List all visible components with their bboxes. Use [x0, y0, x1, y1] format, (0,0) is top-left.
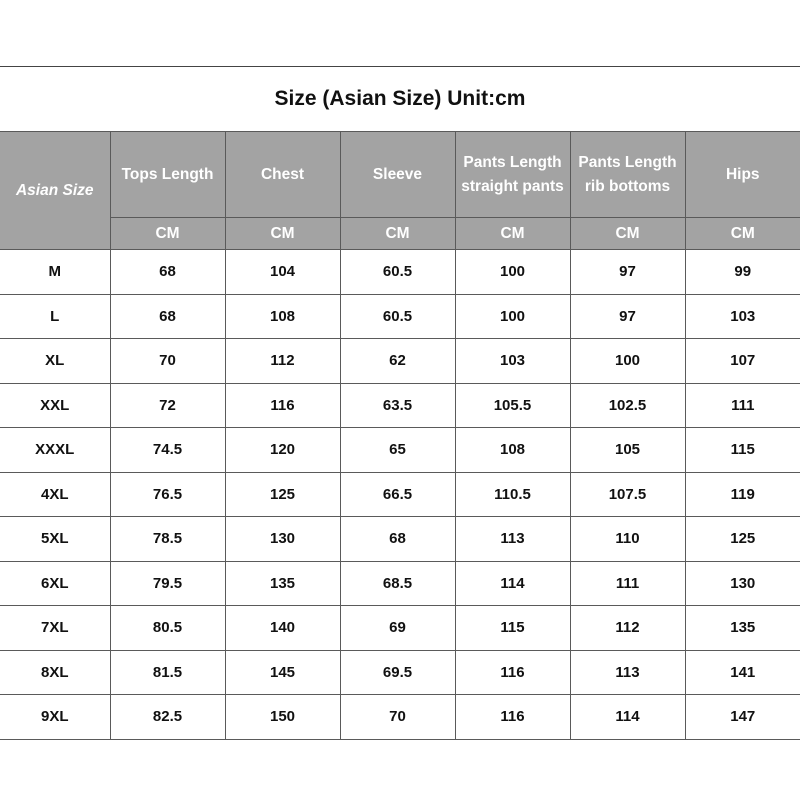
measurement-cell: 120 [225, 428, 340, 473]
measurement-cell: 105.5 [455, 383, 570, 428]
table-row [0, 517, 800, 562]
measurement-cell: 130 [685, 561, 800, 606]
measurement-cell: 79.5 [110, 561, 225, 606]
size-label-cell: XXL [0, 383, 110, 428]
size-label-cell: 8XL [0, 650, 110, 695]
measurement-cell: 103 [455, 339, 570, 384]
measurement-cell: 111 [570, 561, 685, 606]
measurement-cell: 107.5 [570, 472, 685, 517]
column-header-chest [225, 132, 340, 218]
table-row [0, 650, 800, 695]
measurement-cell: 72 [110, 383, 225, 428]
measurement-cell: 104 [225, 250, 340, 295]
measurement-cell: 60.5 [340, 294, 455, 339]
unit-cell: CM [455, 218, 570, 250]
measurement-cell: 65 [340, 428, 455, 473]
unit-cell: CM [340, 218, 455, 250]
measurement-cell: 145 [225, 650, 340, 695]
measurement-cell: 68 [110, 250, 225, 295]
measurement-cell: 68.5 [340, 561, 455, 606]
table-row [0, 428, 800, 473]
measurement-cell: 135 [685, 606, 800, 651]
measurement-cell: 76.5 [110, 472, 225, 517]
measurement-cell: 69.5 [340, 650, 455, 695]
measurement-cell: 112 [225, 339, 340, 384]
unit-cell: CM [570, 218, 685, 250]
measurement-cell: 80.5 [110, 606, 225, 651]
measurement-cell: 70 [110, 339, 225, 384]
measurement-cell: 78.5 [110, 517, 225, 562]
header-line: Tops Length [121, 165, 214, 183]
measurement-cell: 105 [570, 428, 685, 473]
column-header-pants-straight [455, 132, 570, 218]
size-label-cell: 4XL [0, 472, 110, 517]
measurement-cell: 116 [225, 383, 340, 428]
size-label-cell: XXXL [0, 428, 110, 473]
measurement-cell: 115 [455, 606, 570, 651]
header-row [0, 132, 800, 218]
measurement-cell: 97 [570, 250, 685, 295]
size-label-cell: XL [0, 339, 110, 384]
header-line: Pants Length [463, 153, 562, 171]
unit-cell: CM [110, 218, 225, 250]
table-row [0, 695, 800, 740]
measurement-cell: 130 [225, 517, 340, 562]
size-label-cell: L [0, 294, 110, 339]
measurement-cell: 68 [110, 294, 225, 339]
page-title: Size (Asian Size) Unit:cm [274, 87, 526, 110]
measurement-cell: 113 [455, 517, 570, 562]
measurement-cell: 111 [685, 383, 800, 428]
measurement-cell: 97 [570, 294, 685, 339]
column-header-sleeve [340, 132, 455, 218]
unit-cell: CM [225, 218, 340, 250]
measurement-cell: 119 [685, 472, 800, 517]
measurement-cell: 66.5 [340, 472, 455, 517]
measurement-cell: 113 [570, 650, 685, 695]
measurement-cell: 62 [340, 339, 455, 384]
table-row [0, 606, 800, 651]
table-row [0, 561, 800, 606]
measurement-cell: 63.5 [340, 383, 455, 428]
size-table [0, 131, 800, 740]
header-line-2: straight pants [461, 177, 564, 195]
measurement-cell: 99 [685, 250, 800, 295]
measurement-cell: 68 [340, 517, 455, 562]
measurement-cell: 100 [455, 294, 570, 339]
measurement-cell: 81.5 [110, 650, 225, 695]
header-line: Chest [260, 165, 305, 183]
table-row [0, 250, 800, 295]
measurement-cell: 147 [685, 695, 800, 740]
measurement-cell: 116 [455, 650, 570, 695]
measurement-cell: 140 [225, 606, 340, 651]
measurement-cell: 108 [455, 428, 570, 473]
table-row [0, 339, 800, 384]
measurement-cell: 115 [685, 428, 800, 473]
measurement-cell: 102.5 [570, 383, 685, 428]
measurement-cell: 135 [225, 561, 340, 606]
measurement-cell: 114 [455, 561, 570, 606]
measurement-cell: 110.5 [455, 472, 570, 517]
measurement-cell: 69 [340, 606, 455, 651]
measurement-cell: 60.5 [340, 250, 455, 295]
header-line: Pants Length [578, 153, 677, 171]
measurement-cell: 125 [685, 517, 800, 562]
measurement-cell: 103 [685, 294, 800, 339]
measurement-cell: 112 [570, 606, 685, 651]
header-line: Hips [725, 165, 760, 183]
size-label-cell: 9XL [0, 695, 110, 740]
measurement-cell: 107 [685, 339, 800, 384]
table-row [0, 383, 800, 428]
measurement-cell: 108 [225, 294, 340, 339]
measurement-cell: 100 [455, 250, 570, 295]
column-header-tops-length [110, 132, 225, 218]
size-label-cell: M [0, 250, 110, 295]
measurement-cell: 110 [570, 517, 685, 562]
table-body [0, 250, 800, 740]
measurement-cell: 100 [570, 339, 685, 384]
measurement-cell: 116 [455, 695, 570, 740]
table-row [0, 472, 800, 517]
measurement-cell: 125 [225, 472, 340, 517]
unit-cell: CM [685, 218, 800, 250]
measurement-cell: 150 [225, 695, 340, 740]
measurement-cell: 141 [685, 650, 800, 695]
unit-row [0, 218, 800, 250]
header-line-2: rib bottoms [584, 177, 671, 195]
measurement-cell: 70 [340, 695, 455, 740]
corner-header: Asian Size [0, 132, 110, 250]
column-header-hips [685, 132, 800, 218]
column-header-pants-rib [570, 132, 685, 218]
size-label-cell: 5XL [0, 517, 110, 562]
measurement-cell: 82.5 [110, 695, 225, 740]
table-row [0, 294, 800, 339]
size-label-cell: 7XL [0, 606, 110, 651]
measurement-cell: 74.5 [110, 428, 225, 473]
size-label-cell: 6XL [0, 561, 110, 606]
measurement-cell: 114 [570, 695, 685, 740]
header-line: Sleeve [372, 165, 423, 183]
